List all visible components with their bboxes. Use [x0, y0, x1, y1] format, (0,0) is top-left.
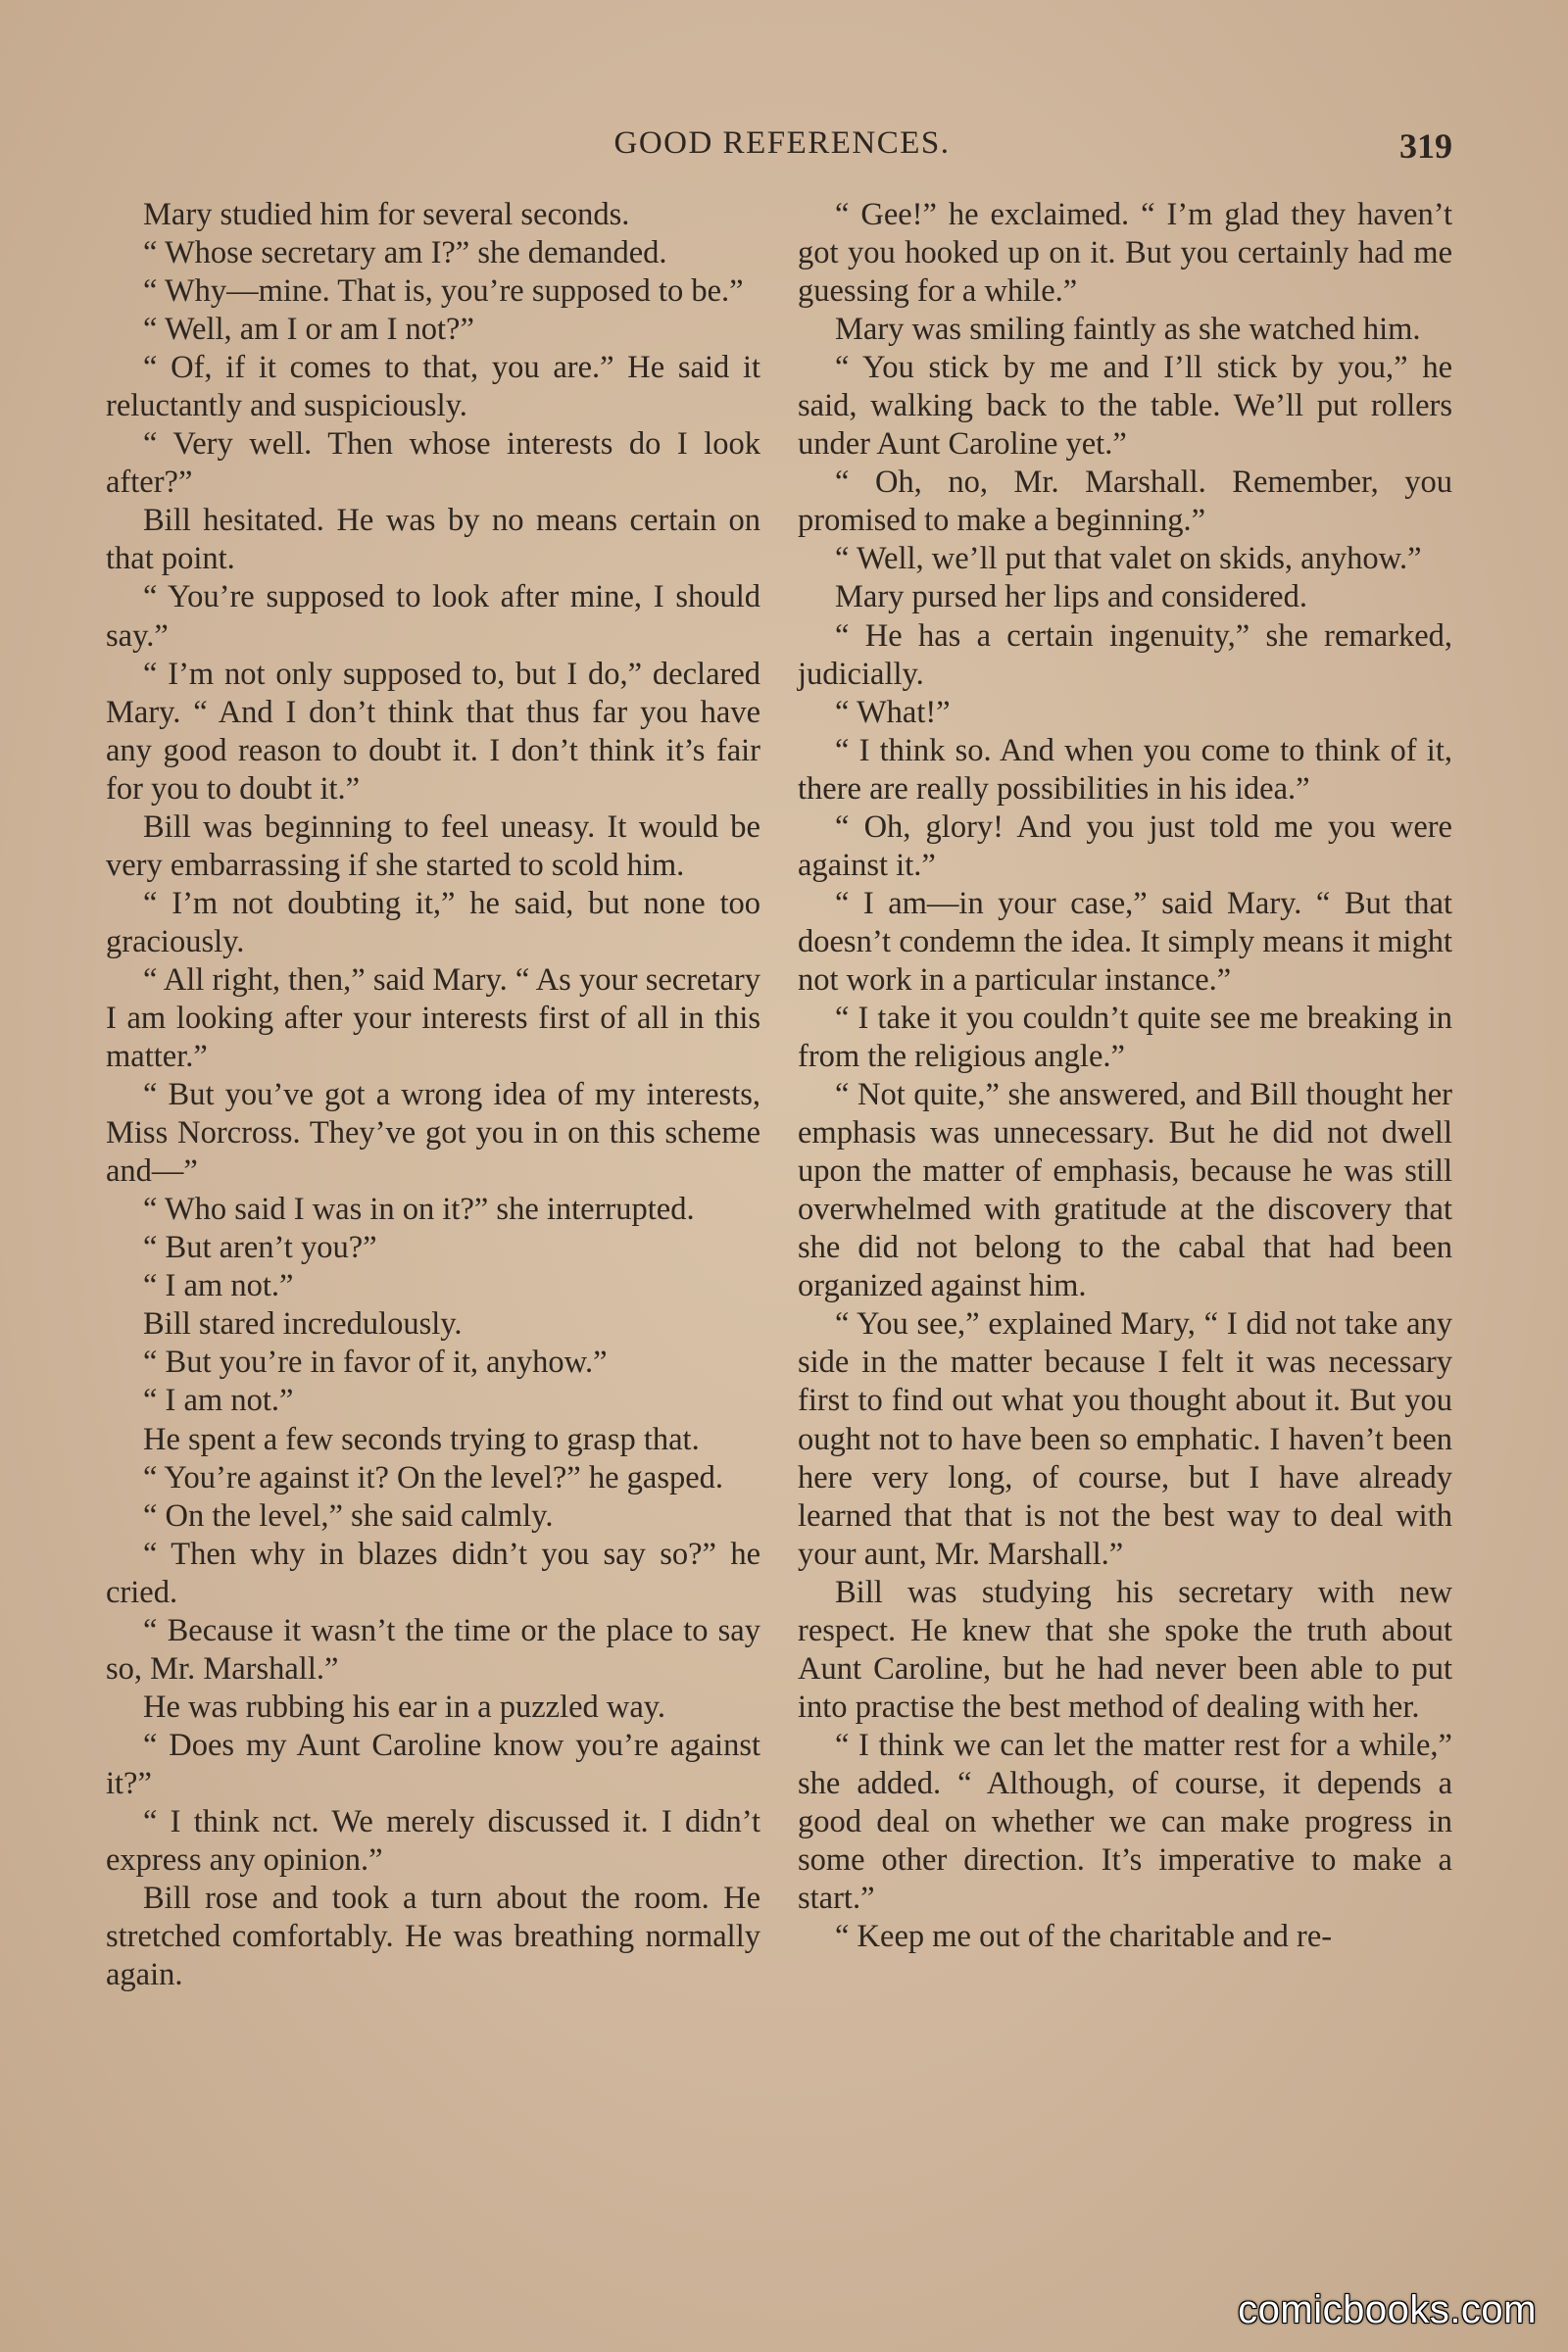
paragraph: “ Not quite,” she answered, and Bill thought her emphasis was unnecessary. But he did not dwell upon the matter of emphasis, because he was still overwhelmed with gratitude at the discovery that she did not belong to the cabal that had been organized against him.: [798, 1077, 1452, 1304]
paragraph: “ Oh, no, Mr. Marshall. Remember, you promised to make a beginning.”: [798, 465, 1452, 539]
paragraph: “ Of, if it comes to that, you are.” He said it reluctantly and suspiciously.: [106, 350, 760, 424]
paragraph: “ Then why in blazes didn’t you say so?” he cried.: [106, 1536, 760, 1610]
paragraph: “ Gee!” he exclaimed. “ I’m glad they haven’t got you hooked up on it. But you certainly had me guessing for a while.”: [798, 197, 1452, 310]
paragraph: “ But aren’t you?”: [143, 1230, 377, 1266]
paragraph: “ Keep me out of the charitable and re-: [835, 1919, 1333, 1955]
paragraph: “ Very well. Then whose interests do I look after?”: [106, 426, 760, 501]
paragraph: “ I am not.”: [143, 1268, 294, 1304]
paragraph: Bill was beginning to feel uneasy. It would be very embarrassing if she started to scold him.: [106, 808, 760, 883]
paragraph: “ Well, am I or am I not?”: [143, 312, 474, 348]
right-text-column: [798, 196, 1452, 1956]
running-title: GOOD REFERENCES.: [613, 125, 951, 161]
paragraph: “ Does my Aunt Caroline know you’re against it?”: [106, 1727, 760, 1801]
paragraph: Bill stared incredulously.: [143, 1306, 463, 1343]
paragraph: “ Why—mine. That is, you’re supposed to be.”: [143, 273, 744, 310]
paragraph: “ Who said I was in on it?” she interrupted.: [143, 1192, 695, 1228]
paragraph: “ Oh, glory! And you just told me you were against it.”: [798, 808, 1452, 883]
paragraph: “ Because it wasn’t the time or the place to say so, Mr. Marshall.”: [106, 1612, 760, 1687]
paragraph: “ You’re against it? On the level?” he gasped.: [143, 1459, 724, 1495]
paragraph: “ You’re supposed to look after mine, I should say.”: [106, 579, 760, 654]
left-text-column: [106, 196, 760, 1994]
paragraph: “ What!”: [835, 694, 951, 730]
paragraph: “ I take it you couldn’t quite see me breaking in from the religious angle.”: [798, 1000, 1452, 1075]
paragraph: “ Well, we’ll put that valet on skids, anyhow.”: [835, 541, 1422, 577]
paragraph: “ All right, then,” said Mary. “ As your secretary I am looking after your interests first of all in this matter.”: [106, 961, 760, 1075]
paragraph: Bill rose and took a turn about the room. He stretched comfortably. He was breathing normally again.: [106, 1881, 760, 1993]
paragraph: “ But you’re in favor of it, anyhow.”: [143, 1345, 608, 1381]
paragraph: “ On the level,” she said calmly.: [143, 1497, 554, 1534]
paragraph: Mary pursed her lips and considered.: [835, 579, 1307, 615]
site-watermark: comicbooks.com: [1238, 2288, 1537, 2331]
paragraph: Mary was smiling faintly as she watched him.: [835, 312, 1421, 348]
paragraph: Bill hesitated. He was by no means certain on that point.: [106, 503, 760, 577]
paragraph: “ I think nct. We merely discussed it. I didn’t express any opinion.”: [106, 1803, 760, 1879]
paragraph: “ But you’ve got a wrong idea of my interests, Miss Norcross. They’ve got you in on this scheme and—”: [106, 1077, 760, 1190]
paragraph: “ I’m not only supposed to, but I do,” declared Mary. “ And I don’t think that thus far you have any good reason to doubt it. I don’t think it’s fair for you to doubt it.”: [106, 656, 760, 807]
paragraph: “ He has a certain ingenuity,” she remarked, judicially.: [798, 617, 1452, 692]
page-number: 319: [1399, 126, 1452, 166]
paragraph: Mary studied him for several seconds.: [143, 197, 630, 232]
paragraph: “ You see,” explained Mary, “ I did not take any side in the matter because I felt it was necessary first to find out what you thought about it. But you ought not to have been so emphatic. I haven’t been here very long, of course, but I have already learned that that is not the best way to deal with your aunt, Mr. Marshall.”: [798, 1306, 1452, 1572]
paragraph: “ You stick by me and I’ll stick by you,” he said, walking back to the table. We’ll put rollers under Aunt Caroline yet.”: [798, 350, 1452, 463]
paragraph: “ I think so. And when you come to think of it, there are really possibilities in his idea.”: [798, 732, 1452, 807]
paragraph: Bill was studying his secretary with new respect. He knew that she spoke the truth about Aunt Caroline, but he had never been able to put into practise the best method of dealing with her.: [798, 1574, 1452, 1725]
paragraph: He was rubbing his ear in a puzzled way.: [143, 1689, 666, 1725]
paragraph: “ I am not.”: [143, 1383, 294, 1419]
paragraph: He spent a few seconds trying to grasp that.: [143, 1421, 700, 1457]
page-header: [106, 125, 1458, 169]
paragraph: “ I think we can let the matter rest for a while,” she added. “ Although, of course, it depends a good deal on whether we can make progress in some other direction. It’s imperative to make a start.”: [798, 1727, 1452, 1917]
paragraph: “ I’m not doubting it,” he said, but none too graciously.: [106, 885, 760, 959]
paragraph: “ I am—in your case,” said Mary. “ But that doesn’t condemn the idea. It simply means it might not work in a particular instance.”: [798, 885, 1452, 998]
paragraph: “ Whose secretary am I?” she demanded.: [143, 235, 667, 271]
